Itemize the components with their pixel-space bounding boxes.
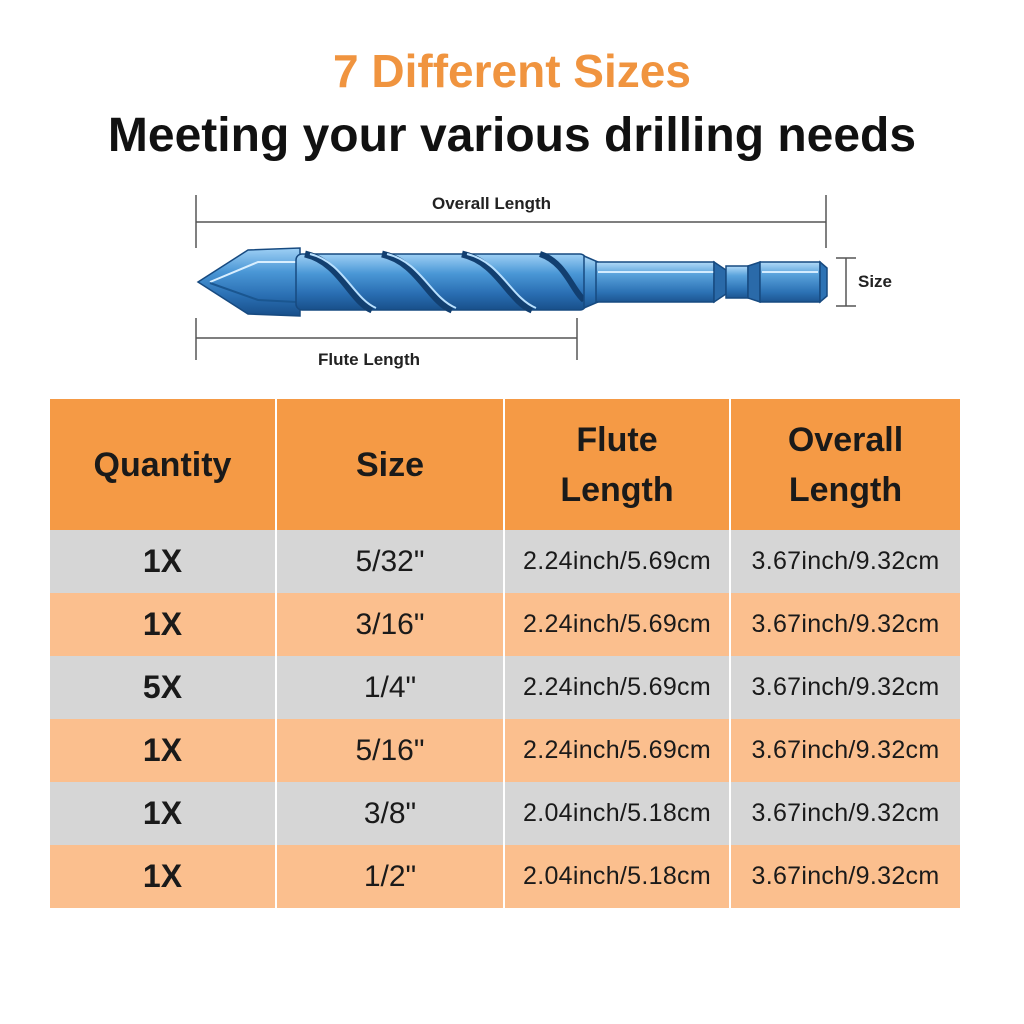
flute-length-label: Flute Length	[318, 350, 420, 369]
table-row	[50, 593, 960, 656]
table-row	[50, 530, 960, 593]
quantity-cell: 1X	[50, 593, 277, 656]
table-header-row	[50, 399, 960, 530]
quantity-cell: 1X	[50, 530, 277, 593]
quantity-cell: 1X	[50, 719, 277, 782]
overall-length-cell: 3.67inch/9.32cm	[731, 593, 960, 656]
size-cell: 1/2"	[277, 845, 505, 908]
subtitle: Meeting your various drilling needs	[107, 109, 917, 162]
flute-length-cell: 2.04inch/5.18cm	[505, 845, 731, 908]
quantity-cell: 1X	[50, 845, 277, 908]
flute-length-cell: 2.24inch/5.69cm	[505, 593, 731, 656]
overall-length-cell: 3.67inch/9.32cm	[731, 719, 960, 782]
size-cell: 5/32"	[277, 530, 505, 593]
quantity-cell: 1X	[50, 782, 277, 845]
size-cell: 5/16"	[277, 719, 505, 782]
flute-length-cell: 2.24inch/5.69cm	[505, 719, 731, 782]
size-spec-table	[50, 399, 960, 908]
quantity-cell: 5X	[50, 656, 277, 719]
overall-length-cell: 3.67inch/9.32cm	[731, 782, 960, 845]
table-row	[50, 782, 960, 845]
header-size: Size	[277, 399, 505, 530]
overall-length-label: Overall Length	[432, 194, 552, 213]
size-cell: 3/16"	[277, 593, 505, 656]
size-label: Size	[858, 272, 893, 291]
overall-length-cell: 3.67inch/9.32cm	[731, 656, 960, 719]
header-overall-length: Overall Length	[731, 399, 960, 530]
size-cell: 3/8"	[277, 782, 505, 845]
flute-length-cell: 2.24inch/5.69cm	[505, 656, 731, 719]
flute-length-cell: 2.04inch/5.18cm	[505, 782, 731, 845]
flute-length-cell: 2.24inch/5.69cm	[505, 530, 731, 593]
drill-bit-icon	[198, 248, 827, 316]
table-row	[50, 656, 960, 719]
size-cell: 1/4"	[277, 656, 505, 719]
table-row	[50, 845, 960, 908]
overall-length-cell: 3.67inch/9.32cm	[731, 845, 960, 908]
header-quantity: Quantity	[50, 399, 277, 530]
title: 7 Different Sizes	[333, 45, 691, 97]
table-row	[50, 719, 960, 782]
size-dimension	[836, 258, 856, 306]
header-flute-length: Flute Length	[505, 399, 731, 530]
overall-length-cell: 3.67inch/9.32cm	[731, 530, 960, 593]
